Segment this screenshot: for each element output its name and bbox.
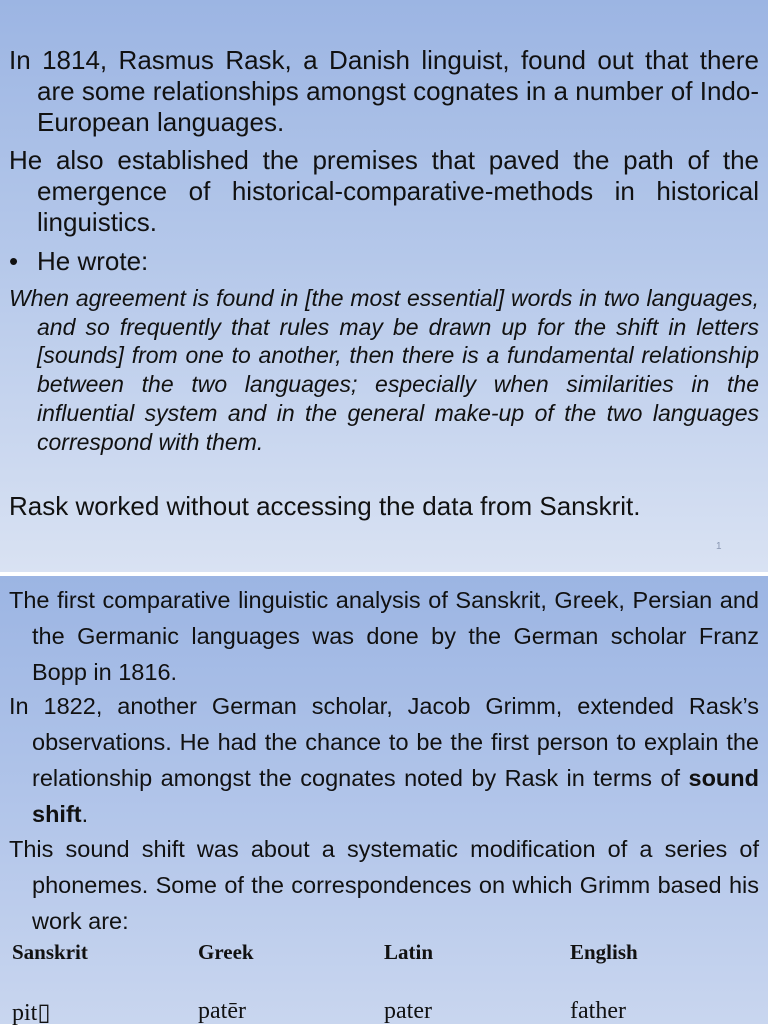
sound-shift-term: sound shift bbox=[32, 765, 759, 827]
grimm-period: . bbox=[81, 801, 89, 827]
paragraph-no-sanskrit: Rask worked without accessing the data from Sanskrit. bbox=[9, 491, 641, 521]
cell-sanskrit: pit▯ bbox=[12, 1000, 51, 1026]
header-english: English bbox=[570, 940, 638, 964]
paragraph-rask-1814: In 1814, Rasmus Rask, a Danish linguist, found out that there are some relationships amongst cognates in a number of Indo-European languages. bbox=[9, 45, 759, 137]
cell-latin: pater bbox=[384, 998, 432, 1024]
header-latin: Latin bbox=[384, 940, 434, 964]
table-header-row bbox=[12, 940, 750, 978]
paragraph-grimm bbox=[9, 688, 759, 832]
bullet-he-wrote bbox=[9, 246, 759, 277]
cell-english: father bbox=[570, 998, 626, 1024]
bullet-marker: • bbox=[9, 246, 19, 276]
grimm-text: In 1822, another German scholar, Jacob Grimm, extended Rask’s observations. He had the chance to be the first person to explain the relationship amongst the cognates noted by Rask in terms of bbox=[9, 693, 759, 791]
page-number: 1 bbox=[716, 541, 722, 552]
header-sanskrit: Sanskrit bbox=[12, 940, 88, 964]
paragraph-bopp: The first comparative linguistic analysis of Sanskrit, Greek, Persian and the Germanic languages was done by the German scholar Franz Bopp in 1816. bbox=[9, 587, 759, 685]
header-greek: Greek bbox=[198, 940, 254, 964]
cognates-table bbox=[12, 940, 750, 1027]
rask-quote: When agreement is found in [the most essential] words in two languages, and so frequently that rules may be drawn up for the shift in letters [sounds] from one to another, then there is a fundamental relationship between the two languages; especially when similarities in the influential system and in the general make-up of the two languages correspond with them. bbox=[9, 285, 759, 455]
paragraph-sound-shift: This sound shift was about a systematic modification of a series of phonemes. Some of the correspondences on which Grimm based his work are: bbox=[9, 836, 759, 934]
table-row bbox=[12, 978, 750, 1027]
bullet-text: He wrote: bbox=[37, 246, 149, 276]
cell-greek: patēr bbox=[198, 998, 246, 1024]
paragraph-premises: He also established the premises that paved the path of the emergence of historical-comparative-methods in historical linguistics. bbox=[9, 145, 759, 237]
